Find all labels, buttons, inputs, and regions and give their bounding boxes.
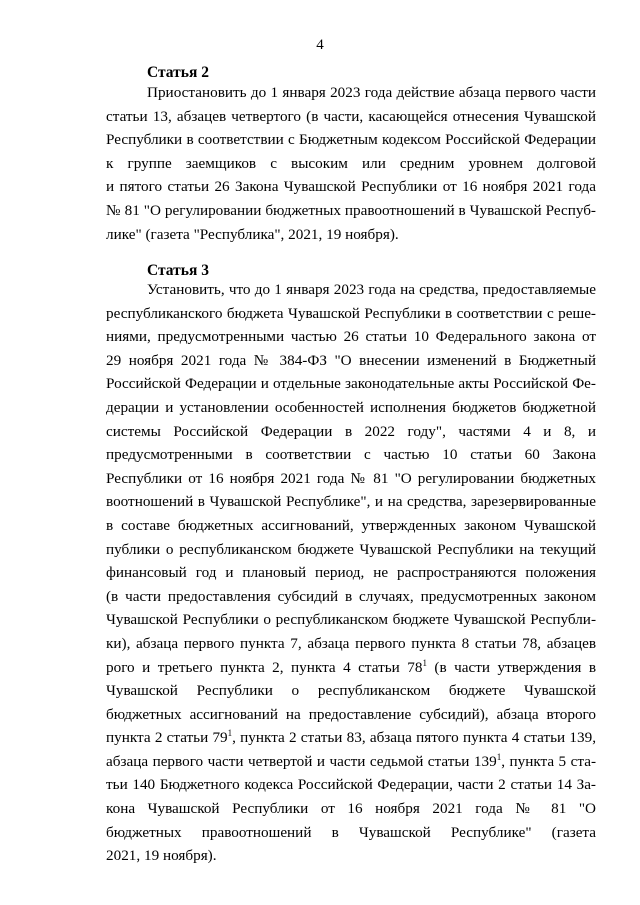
text-line: Приостановить до 1 января 2023 года действие абзаца первого части (147, 84, 596, 101)
text-line: (в части предоставления субсидий в случаях, предусмотренных законом (106, 587, 596, 605)
text-line: Установить, что до 1 января 2023 года на средства, предоставляемые (147, 281, 596, 298)
text-line (106, 656, 596, 680)
text-segment: , пункта 5 ста- (501, 752, 596, 770)
text-line: ниями, предусмотренными частью 26 статьи 10 Федерального закона от (106, 328, 596, 346)
text-line: ки), абзаца первого пункта 7, абзаца первого пункта 8 статьи 78, абзацев (106, 634, 596, 652)
text-segment: рого и третьего пункта 2, пункта 4 статьи 78 (106, 658, 423, 676)
text-segment: (в части утверждения в (434, 658, 596, 676)
text-line: кона Чувашской Республики от 16 ноября 2021 года № 81 "О (106, 800, 596, 818)
article-2-text (106, 81, 596, 246)
text-line: воотношений в Чувашской Республике", и на средства, зарезервированные (106, 493, 596, 511)
text-segment: , пункта 2 статьи 83, абзаца пятого пункта 4 статьи 139, (232, 729, 596, 747)
text-line: Чувашской Республики о республиканском бюджете Чувашской Республи- (106, 611, 596, 629)
text-line: публики о республиканском бюджете Чувашской Республики на текущий (106, 540, 596, 558)
text-line: дерации и установлении особенностей исполнения бюджетов бюджетной (106, 398, 596, 416)
text-line: Республики от 16 ноября 2021 года № 81 "О регулировании бюджетных (106, 469, 596, 487)
text-line: бюджетных ассигнований на предоставление субсидий), абзаца второго (106, 705, 596, 723)
text-line (106, 726, 596, 750)
text-segment: абзаца первого части четвертой и части седьмой статьи 139 (106, 752, 497, 770)
text-line (106, 750, 596, 774)
text-line: лике" (газета "Республика", 2021, 19 ноября). (106, 225, 399, 243)
article-3-heading: Статья 3 (147, 262, 209, 279)
text-line: к группе заемщиков с высоким или средним уровнем долговой (106, 154, 596, 172)
text-line: республиканского бюджета Чувашской Республики в соответствии с реше- (106, 304, 596, 322)
article-2-heading: Статья 2 (147, 64, 209, 81)
text-segment: пункта 2 статьи 79 (106, 729, 228, 747)
text-line: 2021, 19 ноября). (106, 847, 217, 865)
text-line: Российской Федерации и отдельные законодательные акты Российской Фе- (106, 375, 596, 393)
text-line: № 81 "О регулировании бюджетных правоотношений в Чувашской Респуб- (106, 201, 596, 219)
text-line: 29 ноября 2021 года № 384-ФЗ "О внесении изменений в Бюджетный (106, 351, 596, 369)
text-line: статьи 13, абзацев четвертого (в части, касающейся отнесения Чувашской (106, 107, 596, 125)
text-line: Республики в соответствии с Бюджетным кодексом Российской Федерации (106, 131, 596, 149)
text-line: Чувашской Республики о республиканском бюджете Чувашской (106, 682, 596, 700)
text-line: финансовый год и плановый период, не распространяются положения (106, 564, 596, 582)
text-line: бюджетных правоотношений в Чувашской Республике" (газета (106, 823, 596, 841)
text-line: предусмотренными в соответствии с частью 10 статьи 60 Закона (106, 446, 596, 464)
superscript: 1 (496, 751, 502, 762)
text-line: тьи 140 Бюджетного кодекса Российской Федерации, части 2 статьи 14 За- (106, 776, 596, 794)
superscript: 1 (422, 657, 427, 668)
text-line: и пятого статьи 26 Закона Чувашской Республики от 16 ноября 2021 года (106, 178, 596, 196)
superscript: 1 (227, 728, 233, 739)
article-3-text (106, 278, 596, 868)
page-number: 4 (316, 37, 324, 53)
text-line: в составе бюджетных ассигнований, утвержденных законом Чувашской (106, 516, 596, 534)
text-line: системы Российской Федерации в 2022 году", частями 4 и 8, и (106, 422, 596, 440)
